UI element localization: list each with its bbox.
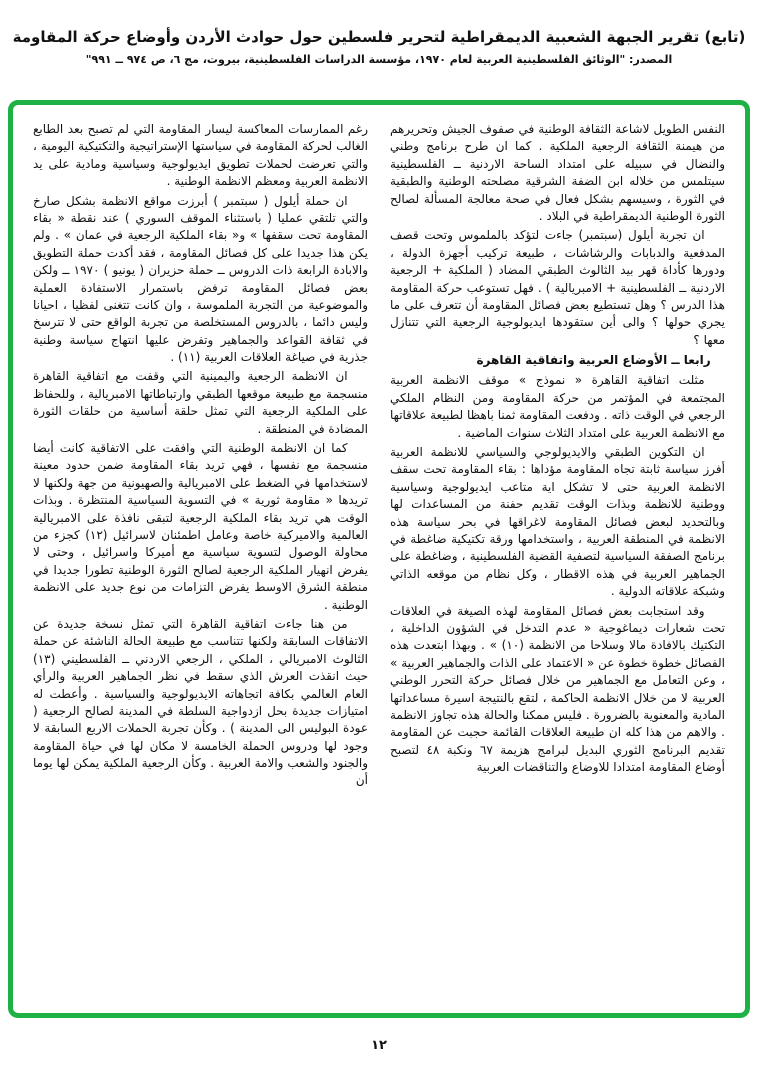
document-source-line: المصدر: "الوثائق الفلسطينية العربية لعام ١٩٧٠، مؤسسة الدراسات الفلسطينية، بيروت، مج ٦، ص ٩٧٤ ــ ٩٩١" (85, 53, 673, 66)
paragraph: كما ان الانظمة الوطنية التي وافقت على الاتفاقية كانت أيضا منسجمة مع نفسها ، فهي تريد بقاء المقاومة ضمن حدود معينة لاستخدامها في الضغط على الامبريالية والصهيونية من جهة ولكنها لا تريدها « مقاومة ثورية » في التسوية السياسية المنتظرة . وبذات الوقت هي تريد بقاء الملكية الرجعية لتبقى نافذة على الامبريالية العالمية والاميركية خاصة وعامل اطمئنان لاسرائيل (١٢) كجزء من محاولة الوصول لتسوية سياسية مع أميركا واسرائيل ، وحتى لا يفرض انهيار الملكية الرجعية لصالح الثورة الوطنية تطورا جديدا في منطقة الشرق الاوسط يفرض التزامات من نوع جديد على الانظمة الوطنية . (33, 441, 368, 612)
two-column-layout (13, 105, 745, 1013)
paragraph: رغم الممارسات المعاكسة ليسار المقاومة التي لم تصبح بعد الطابع الغالب لحركة المقاومة في سياستها الإستراتيجية والتكتيكية اليومية ، والتي تعرضت لحملات تطويق ايديولوجية وسياسية ومادية على يد الانظمة العربية ومعظم الانظمة الوطنية . (33, 122, 368, 189)
section-heading: رابعا ــ الأوضاع العربية واتفاقية القاهرة (476, 353, 711, 368)
paragraph: النفس الطويل لاشاعة الثقافة الوطنية في صفوف الجيش وتحريرهم من هيمنة الثقافة الرجعية الملكية . كما ان طرح برنامج وطني والنضال في سبيله على امتداد الساحة الاردنية ــ الفلسطينية سيتلمس من خلاله ابن الضفة الشرقية مصلحته الوطنية والطبقية في الثورة ، وسيسهم بشكل فعال في صحة معالجة المسألة لصالح الثورة الوطنية الديمقراطية في البلاد . (390, 122, 725, 223)
page-number: ١٢ (371, 1038, 387, 1053)
page-header (0, 28, 758, 66)
page-footer (0, 1034, 758, 1053)
column-left (33, 121, 368, 1003)
paragraph: وقد استجابت بعض فصائل المقاومة لهذه الصيغة في العلاقات تحت شعارات ديماغوجية « عدم التدخل في الشؤون الداخلية ، التكتيك بالافادة مالا وسلاحا من الانظمة (١٠) » . وبهذا ابتعدت هذه الفصائل خطوة خطوة عن « الاعتماد على الذات والجماهير العربية » ، وعن التعامل مع الجماهير من خلال فصائل حركة التحرر الوطني العربية لا من خلال الانظمة الحاكمة ، لتقع بالنتيجة اسيرة مساعداتها المادية والمعنوية بالضرورة . فليس ممكنا والحالة هذه تجاوز الانظمة . والاهم من هذا كله ان طبيعة العلاقات القائمة حجبت عن المقاومة تقديم البرنامج الثوري البديل لبرامج هزيمة ٦٧ ونكبة ٤٨ لتصبح أوضاع المقاومة امتدادا للاوضاع والتناقضات العربية (390, 603, 725, 775)
paragraph: ان الانظمة الرجعية واليمينية التي وقفت مع اتفاقية القاهرة منسجمة مع طبيعة موقعها الطبقي وارتباطاتها الامبريالية ، وللحفاظ على الملكية الرجعية التي تمثل حلقة أساسية من حلقات الثورة المضادة في المنطقة . (33, 369, 368, 436)
paragraph: ان تجربة أيلول (سبتمبر) جاءت لتؤكد بالملموس وتحت قصف المدفعية والدبابات والرشاشات ، طبيعة تركيب أجهزة الدولة ، ودورها كأداة قهر بيد الثالوث الطبقي المضاد ( الملكية + الرجعية الاردنية ــ الفلسطينية + الامبريالية ) . فهل تستوعب حركة المقاومة هذا الدرس ؟ وهل تستطيع بعض فصائل المقاومة أن تتعرف على ما يجري حولها ؟ والى أين ستقودها ايديولوجية الرجعية التي تتنازل معها ؟ (390, 228, 725, 347)
paragraph: ان حملة أيلول ( سبتمبر ) أبرزت مواقع الانظمة بشكل صارخ والتي تلتقي عمليا ( باستثناء الموقف السوري ) عند نقطة « بقاء المقاومة تحت سقفها » و« بقاء الملكية الرجعية في عمان » . ولم يكن هذا جديدا على كل فصائل المقاومة ، فقد أكدت حملة التطويق والابادة الرابعة ذات الدروس ــ حملة حزيران ( يونيو ) ١٩٧٠ ــ ولكن بعض فصائل المقاومة ترفض باستمرار الاستفادة العملية والموضوعية من التجربة الملموسة ، وان كانت تتغنى لفظيا ، احيانا وليس دائما ، بالدروس المستخلصة من تجربة الواقع حتى لا تترسخ في ثقافة القواعد والجماهير وتفرض عليها انتهاج سياسة وطنية جذرية في صياغة العلاقات العربية (١١) . (33, 193, 368, 365)
paragraph: ان التكوين الطبقي والايديولوجي والسياسي للانظمة العربية أفرز سياسة ثابتة تجاه المقاومة مؤداها : بقاء المقاومة تحت سقف الانظمة العربية حتى لا تشكل اية متاعب ايديولوجية وسياسية ووطنية للانظمة وبذات الوقت تقديم حفنة من المساعدات لها وبالتحديد لبعض فصائل المقاومة لاغراقها في بحر سياسة هذه الانظمة في المنطقة العربية ، واستخدامها ورقة تكتيكية ضاغطة في برنامج الصفقة السياسية لتصفية القضية الفلسطينية ، وضاغطة على الجماهير العربية في هذه الاقطار ، وكل نظام من موقعه الذاتي وشبكة علاقاته الدولية . (390, 445, 725, 599)
paragraph: من هنا جاءت اتفاقية القاهرة التي تمثل نسخة جديدة عن الاتفاقات السابقة ولكنها تتناسب مع طبيعة الحالة الناشئة عن حملة الثالوث الامبريالي ، الملكي ، الرجعي الاردني ــ الفلسطيني (١٣) حيث انقذت العرش الذي سقط في نظر الجماهير العربية والرأي العام العالمي بكافة اتجاهاته الايديولوجية والسياسية . وأعطت له امتيازات جديدة بحل ازدواجية السلطة في المدينة لصالح الرجعية ( عودة البوليس الى المدينة ) . وكأن تجربة الحملات الاربع السابقة لا وجود لها ودروس الحملة الخامسة لا مكان لها في حياة المقاومة والجنود والشعب والامة العربية . وكأن الرجعية الملكية يمكن لها يوما أن (33, 616, 368, 788)
content-frame (8, 100, 750, 1018)
paragraph: مثلت اتفاقية القاهرة « نموذج » موقف الانظمة العربية المجتمعة في المؤتمر من حركة المقاومة ومن النظام الملكي الرجعي في الوقت ذاته . ودفعت المقاومة ثمنا باهظا لطبيعة علاقاتها مع الانظمة العربية على امتداد الثلاث سنوات الماضية . (390, 373, 725, 440)
document-title: (تابع) تقرير الجبهة الشعبية الديمقراطية لتحرير فلسطين حول حوادث الأردن وأوضاع حركة المقاومة (12, 28, 746, 46)
column-right (390, 121, 725, 1003)
